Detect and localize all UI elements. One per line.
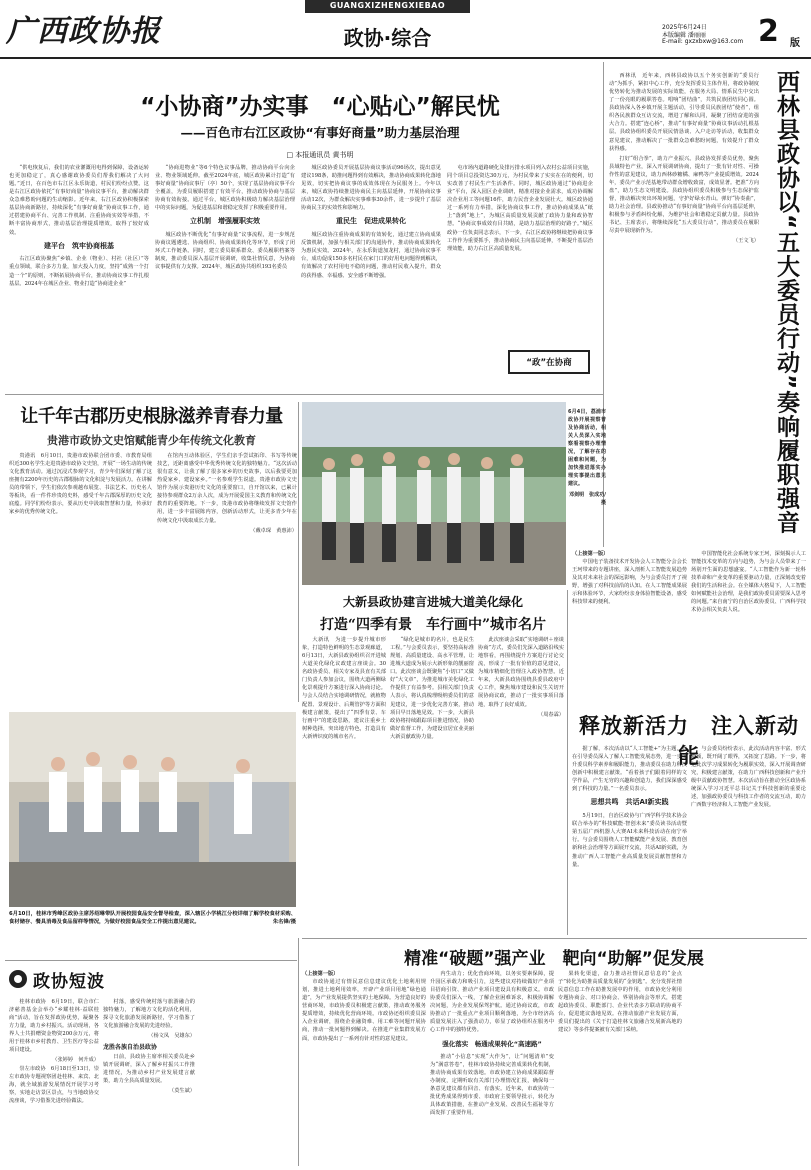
sidebar-title: 西林县政协以“五大委员行动”奏响履职强音 — [773, 70, 799, 535]
industry-paragraph: 推动“小信息”实现“大作为”，让“问题清单”变为“满意答卷”，桂林市政协持续完善成果转化机制，推动协商成果有效落地。市政协建立协商成果跟踪督办制度，定期听取有关部门办理情况汇报，确保每一条意见建议都有回音、有落实。近年来，市政协的一批优秀成果得到市委、市政府主要领导批示，转化为具体政策措施，在推动产业发展、改善民生福祉等方面发挥了重要作用。 — [430, 1053, 554, 1116]
lead-paragraph: 右江区政协聚焦“乡镇、企业（物业）、村社（社区）”等重点领域，联合多方力量，加大投入力度，坚持“成熟一个打造一个”的原则，不断拓展协商平台，推动协商议事工作扎根基层。2024年在城区企业、物业打造“协商进企业” — [9, 256, 149, 287]
photo-illustration — [302, 402, 566, 585]
guigang-column-1 — [9, 452, 152, 700]
sidebar-credit: （王文飞） — [733, 238, 759, 245]
industry-paragraph: 市政协通过有情民意信息建议优化土地利用规划，推进土地利用效率，开辟产业项目用地“绿色通道”，为产业发展提供坚实的土地保障。为营造良好的营商环境，市政协委员积极建言献策，推动政务服务提质增效，持续优化营商环境。市政协还组织委员深入企业调研，围绕企业融资难、用工难等问题开展协商，推动一批问题得到解决。在推进产业集群发展方面，市政协提出了一系列有针对性的意见建议。 — [302, 979, 426, 1042]
lead-title: “小协商”办实事 “心贴心”解民忧 — [140, 94, 500, 120]
sidebar-paragraph: 打好“组合拳”，助力产业振兴。县政协发挥委员优势，聚焦县域特色产业，深入开展调研协商，提出了一批有针对性、可操作性的意见建议，助力西林砂糖橘、麻鸭等产业提质增效。2024年，委员产业示范基地带动群众增收致富，成效显著。把准“方向盘”，助力生态文明建设。县政协组织委员积极参与生态保护监督，推动解决突出环境问题，守护好绿水青山。弹好“协奏曲”，助力社会治理。县政协推动“有事好商量”协商平台向基层延伸，积极参与矛盾纠纷化解，为维护社会和谐稳定贡献力量。县政协书记、主席表示，将继续深化“五大委员行动”，推动委员在履职尽责中展现新作为。 — [609, 155, 759, 235]
guigang-paragraph: 贵港讯 6月10日，贵港市政协联合团市委、市教育局组织近300名学生走进贵港市政协文史馆，开展“一场生动的传统文化教育活动。通过沉浸式参观学习，青少年们深刻了解了这座拥有2200年历史的古郡根脉的文化积淀与发展活力。在讲解员的带领下，学生们依次参观越布展览、书法艺术、历史名人等板块，看一件件珍贵的史料，感受千年古郡深厚的历史文化底蕴。同学们纷纷表示，要从历史中汲取智慧和力量，传承好家乡的优秀传统文化。 — [9, 453, 152, 516]
daxin-credit: （周春霖） — [538, 711, 564, 718]
brief-icon — [9, 970, 27, 988]
guigang-paragraph: 在馆内互动体验区，学生们亲手尝试拓印、书写等传统技艺，近距离感受中华优秀传统文化的独特魅力。“这次活动很有意义，让我了解了很多家乡的历史故事，以后我要更加热爱家乡、建设家乡。”一名参观学生说道。贵港市政协文史馆作为展示贵港历史文化的重要窗口，自开馆以来，已累计接待参观群众2万余人次，成为开展爱国主义教育和传统文化教育的重要阵地。下一步，贵港市政协将继续发挥文史馆作用，进一步丰富展陈内容，创新活动形式，让更多青少年在传统文化中汲取成长力量。 — [157, 453, 297, 524]
sidebar-paragraph: 西林讯 近年来，西林县政协以五个务实创新的“委员行动”为抓手，紧扣中心工作，充分发挥委员主体作用，将政协制度优势转化为推动发展的实际效能，在服务大局、情系民生中交出了一份亮眼的履职答卷。唱响“团结曲”，共筑民族团结同心圆。县政协深入各乡镇开展主题活动，引导委员民族团结“使者”，组织各民族群众互访交流，增进了解和认同，凝聚了团结奋进的强大合力。搭建“连心桥”，推动“有事好商量”协商议事活动扎根基层。县政协组织委员开展民情恳谈、入户走访等活动，收集群众意见建议，推动解决了一批群众急难愁盼问题，有效提升了群众获得感。 — [609, 73, 759, 152]
guigang-credit: （戴卓琛 黄惠沛） — [250, 527, 297, 534]
lead-subtitle: ——百色市右江区政协“有事好商量”助力基层治理 — [180, 125, 460, 140]
brief-header — [9, 966, 209, 992]
feature-paragraph: 中国智能化社会系统专家王珂，深刻揭示人工智能技术变革的方向与趋势，为与会人员带来了一场别开生面的思想盛宴。“人工智能作为新一轮科技革命和产业变革的重要驱动力量，正深刻改变着我们的生活和社会。在全媒体大格局下，人工智能如何赋能社会治理，是我们政协委员需要深入思考的问题。”来自南宁的自治区政协委员、广西科学技术协会相关负责人说。 — [691, 551, 806, 614]
daxin-title: 大新县政协建言进城大道美化绿化 — [342, 595, 523, 609]
paper-name-logo: 广西政协报 — [6, 14, 161, 49]
lipu-caption-text: 6月4日，荔浦市政协开展视察普及协商活动，相关人员深入实地察看视察办理情况，了解存在的困难和问题，为加快推进落实办理实事提出意见建议。 — [568, 409, 606, 487]
masthead — [0, 0, 811, 58]
brief-credit: （莫生斌） — [169, 1087, 195, 1094]
guigang-column-2 — [157, 452, 297, 700]
daxin-column-1 — [302, 636, 386, 936]
lead-heading-2: 立机制 增强履职实效 — [190, 217, 260, 226]
feature-column-3 — [572, 745, 687, 933]
lead-paragraph: 城区政协委员开展基层协商议事活动96场次，提出意见建议198条，助推问题得到有效解决，推动协商成果转化落地见效，切实把协商议事的成效体现在为民服务上。今年以来，城区政协持续推进协商民主向基层延伸，开展协商议事活动12次，为群众解决实事难事30余件，进一步提升了基层协商民主的实效性和影响力。 — [301, 165, 441, 212]
lead-tag — [508, 350, 590, 374]
daxin-column-3 — [478, 636, 564, 936]
brief-column-2 — [103, 998, 195, 1166]
industry-column-2 — [430, 970, 554, 1166]
lead-paragraph: “供电恢复后，我们的农业灌溉用电得到保障，设备运转也更加稳定了，真心感谢政协委员们帮我们解决了大问题。”近日，在百色市右江区永乐街道，村民们纷纷点赞。这是右江区政协依托“有事好商量”协商议事平台，推动解决群众急难愁盼问题的生动缩影。近年来，右江区政协积极探索基层协商新路径，持续深化“有事好商量”协商议事工作，通过搭建协商平台、完善工作机制、注重协商实效等举措，不断丰富协商形式，推动基层治理提质增效，取得了较好成效。 — [9, 165, 149, 236]
brief-paragraph: 日前，县政协主席率相关委员赴乡镇开展调研，深入了解乡村振兴工作推进情况，为推动乡村产业发展建言献策，助力全县高质量发展。 — [103, 1053, 195, 1084]
daxin-paragraph: 此次座谈会采取“实地调研＋座谈协商”方式，委员们先深入道路沿线实地察看，再围绕提升方案进行讨论交流，形成了一批有价值的意见建议，为城市精细化管理注入政协智慧。近年来，大新县政协围绕县委县政府中心工作，聚焦城市建设和民生关切开展协商议政，推动了一批实事项目落地，取得了良好成效。 — [478, 637, 564, 708]
feature-paragraph: 与会委员纷纷表示，此次活动内容丰富、形式新颖，既开阔了眼界，又拓宽了思路。下一步，将把此次学习成果转化为履职实效，深入开展调查研究，积极建言献策，在助力广西科技创新和产业升级中贡献政协智慧。本次活动旨在推动全区政协系统深入学习习近平总书记关于科技创新的重要论述，加强政协委员与科技工作者的交流互动，助力广西数字经济和人工智能产业发展。 — [691, 746, 806, 809]
daxin-paragraph: 大新讯 为进一步提升城市形象，打造特色鲜明的生态景观廊道，6月13日，大新县政协组织召开进城大道美化绿化议政建言座谈会。30名政协委员、相关专家及县直有关部门负责人参加会议，围绕大道两侧绿化景观提升方案进行深入协商讨论。与会人员结合实地调研情况，就植物配置、景观设计、后期管护等方面积极建言献策，提出了“四季有景、车行画中”的建设思路，建议注重乡土树种选择，突出地方特色，打造具有大新辨识度的城市名片。 — [302, 637, 386, 740]
lipu-photo-credit: 邓剑明 张成功/摄 — [569, 492, 606, 506]
lead-tag-text: “政”在协商 — [526, 358, 572, 368]
daxin-paragraph: “绿化是城市的名片，也是民生工程。”与会委员表示，要坚持高标准规划、高质量建设、高水平管理，让进城大道成为展示大新形象的靓丽窗口。此次座谈会既聚焦“小切口”又做好“大文章”，为推进城市美化绿化工作提供了有益参考。县相关部门负责人表示，将认真梳理吸纳委员们的意见建议，进一步优化完善方案，推动项目早日落地见效。下一步，大新县政协将持续跟踪项目推进情况，协助做好监督工作，为建设宜居宜业美丽大新贡献政协力量。 — [390, 637, 474, 740]
lead-byline: □ 本报通讯员 黄书明 — [286, 151, 354, 159]
daxin-subtitle: 打造“四季有景 车行画中”城市名片 — [319, 617, 547, 633]
feature-paragraph: 中国电子装备技术开发协会人工智能分会会长王珂带来的专题讲座，深入剖析人工智能发展趋势及其对未来社会的深远影响，为与会委员打开了视野，增强了对科技前沿的认知。在人工智能成果展示和体验环节，大家纷纷亲身体验智能设备，感受科技带来的便利。 — [572, 559, 687, 606]
lipu-inspection-photo — [302, 402, 566, 585]
brief-paragraph: 崇左市政协 6月18日至13日，崇左市政协专题视察团赴桂林、来宾、北海，就全域旅游发展情况开展学习考察，实地走访景区景点，与当地政协交流座谈，学习借鉴先进经验做法。 — [9, 1065, 99, 1104]
guigang-title: 让千年古郡历史根脉滋养青春力量 — [20, 406, 283, 427]
brief-paragraph: 桂林市政协 6月19日，联合市仁济慈善基金会举办“乡耀桂林·益联桂商”活动，旨在发挥政协优势，凝聚各方力量，助力乡村振兴。活动现场，各界人士共捐赠资金物资200余万元，将用于桂林市乡村教育、卫生医疗等公益项目建设。 — [9, 999, 99, 1054]
brief-credit: （杨文凤 吴雄东） — [148, 1033, 195, 1040]
lead-column-2 — [155, 164, 295, 388]
industry-paragraph: 果转化渠道，奋力推动社情民意信息的“金点子”转化为助推高质量发展的“金钥匙”。充分发挥社情民意信息工作在助推发展中的作用，市政协充分利用专题协商会、对口协商会、界别协商会等形式，搭建起政协委员、职能部门、企业代表多方联动的协商平台，促进建议落地见效。在推动旅游产业发展方面，委员们提出的《关于打造桂林文旅融合发展新高地的建议》等多件提案被有关部门采纳。 — [558, 971, 682, 1034]
lead-paragraph: 城区政协不断优化“有事好商量”议事流程，进一步规范协商议题遴选、协商组织、协商成果转化等环节，形成了闭环式工作链条。同时，建立委员联系群众、委员履职档案等制度，推动委员深入基层开展调研，收集社情民意，为协商议事提供有力支撑。2024年，城区政协共组织193名委员 — [155, 232, 295, 271]
brief-column-1 — [9, 998, 99, 1166]
daxin-column-2 — [390, 636, 474, 936]
masthead-rule — [0, 57, 811, 59]
industry-column-3 — [558, 970, 682, 1166]
page-number: 2 — [758, 14, 779, 49]
masthead-pinyin: GUANGXIZHENGXIEBAO — [329, 1, 446, 10]
industry-column-1 — [302, 970, 426, 1166]
brief-heading: 龙胜各族自治县政协 — [103, 1044, 158, 1052]
lead-paragraph: 城区政协注重协商成果的有效转化，通过建立协商成果反馈机制，加强与相关部门的沟通协作，推动协商成果转化为惠民实效。2024年，在永乐街道加龙村，通过协商议事平台，成功促成150多名村民在家门口的好用电问题得到解决，有效解决了农村用电不稳的问题，推动村民收入提升，群众的获得感、幸福感、安全感不断增强。 — [301, 232, 441, 279]
section-title: 政协·综合 — [343, 26, 432, 50]
feature-title: 释放新活力 注入新动能 — [579, 714, 799, 768]
school-food-safety-photo — [9, 712, 296, 907]
feature-column-4 — [691, 745, 806, 933]
industry-paragraph: 内生动力；优化营商环境，以务实要素保障，提升园区承载力和吸引力，这些建议对持续做好产业项目招商引资、推动产业项目建设具有积极意义。市政协委员们深入一线，了解企业困难诉求，积极协调解决问题，为企业发展保驾护航。通过协商议政，市政协推动了一批重点产业项目顺利落地，为全市经济高质量发展注入了强劲动力，彰显了政协组织在服务中心工作中的独特优势。 — [430, 971, 554, 1034]
guigang-subtitle: 贵港市政协文史馆赋能青少年传统文化教育 — [47, 434, 256, 447]
lead-heading-1: 建平台 筑牢协商根基 — [44, 241, 114, 250]
lead-paragraph: “协商进物业”等6个特色议事品牌，推动协商平台向企业、物业领域延伸。截至2024年底，城区政协累计打造“有事好商量”协商议事厅（亭）50个，实现了基层协商议事平台全覆盖，为委员履职搭建了有效平台，推动政协协商与基层协商有效衔接。通过平台，城区政协积极助力解决基层治理中的实际问题，为促进基层和谐稳定发挥了积极重要作用。 — [155, 165, 295, 212]
industry-title: 精准“破题”强产业 靶向“助解”促发展 — [404, 949, 704, 969]
brief-paragraph: 村落，感受传统村落与旅游融合的独特魅力，了解地方文化的活化利用，探寻文化旅游发展新路径，学习借鉴了文化旅游融合发展的先进经验。 — [103, 999, 195, 1030]
issue-date: 2025年6月24日 — [662, 24, 707, 31]
lead-column-1 — [9, 164, 149, 388]
lead-heading-3: 重民生 促进成果转化 — [336, 217, 406, 226]
brief-credit: （张婷婷 何升成） — [52, 1057, 99, 1064]
industry-intro-label: （上接第一版） — [302, 971, 339, 977]
industry-column-4 — [686, 970, 806, 1166]
lead-paragraph: 屯市场内道路硬化及排污排水项目列入农村公益项目实施，同个项目总投资达30万元，为村民带来了实实在在的便利，切实改善了村民生产生活条件。同时，城区政协通过“协商进企业”平台，深入园区企业调研，精准对接企业需求，成功协调解决企业用工等问题16件，助力民营企业发展壮大。城区政协通过一系列有力举措，深化协商议事工作，推动协商成果从“纸上”落到“地上”，为城区高质量发展贡献了政协力量和政协智慧。“协商议事成效有目共睹，是助力基层治理的好路子。”城区政协一位负责同志表示，下一步，右江区政协将继续把协商议事工作作为重要抓手，推动协商民主向基层延伸，不断提升基层治理效能，助力右江区高质量发展。 — [447, 165, 593, 252]
lead-column-3 — [301, 164, 441, 388]
school-photo-credit: 朱名锋/摄 — [272, 919, 296, 926]
editor-email: E-mail: gxzxbxw@163.com — [662, 38, 744, 45]
page-unit: 版 — [790, 38, 800, 49]
industry-heading: 强化落实 畅通成果转化“高速路” — [442, 1039, 542, 1048]
feature-paragraph: 据了解，本次活动以“人工智能+”为主题，旨在引导委员深入了解人工智能发展态势，进一步提升委员科学素养和履职能力，推动委员在助力科技创新中积极建言献策。“看着孩子们跟着同样的文学作品，产生无穷的兴趣和创造力，我们深深感受到了科技的力量。”一名委员表示。 — [572, 746, 687, 793]
feature-heading: 思想共鸣 共话AI新实践 — [590, 798, 669, 807]
school-caption-text: 6月10日，桂林市秀峰区政协主席苏绍琳带队开展校园食品安全督导检查，深入辖区小学桃江分校详细了解学校食材采购、食材储存、餐具消毒及食品留样等情况，为做好校园食品安全工作提出意见建议。 — [9, 911, 296, 926]
feature-paragraph: 5月19日，自治区政协与广西学科学技术协会联合举办的“科技赋能·智创未来”委员读书活动暨第五届广西机器人大赛AI未来科技活动在南宁举行。与会委员围绕人工智能赋能产业发展、教育创新和社会治理等方面展开交流，共话AI新实践，为推动广西人工智能产业高质量发展贡献智慧和力量。 — [572, 813, 687, 868]
feature-column-2 — [691, 550, 806, 705]
feature-intro-label: （上接第一版） — [572, 551, 609, 557]
photo-illustration — [9, 712, 296, 907]
feature-column-1 — [572, 550, 687, 705]
page-editor: 本版编辑 潘丽丽 — [662, 32, 706, 39]
sidebar-text — [609, 72, 759, 542]
school-photo-caption — [9, 910, 296, 927]
brief-title: 政协短波 — [33, 971, 105, 992]
